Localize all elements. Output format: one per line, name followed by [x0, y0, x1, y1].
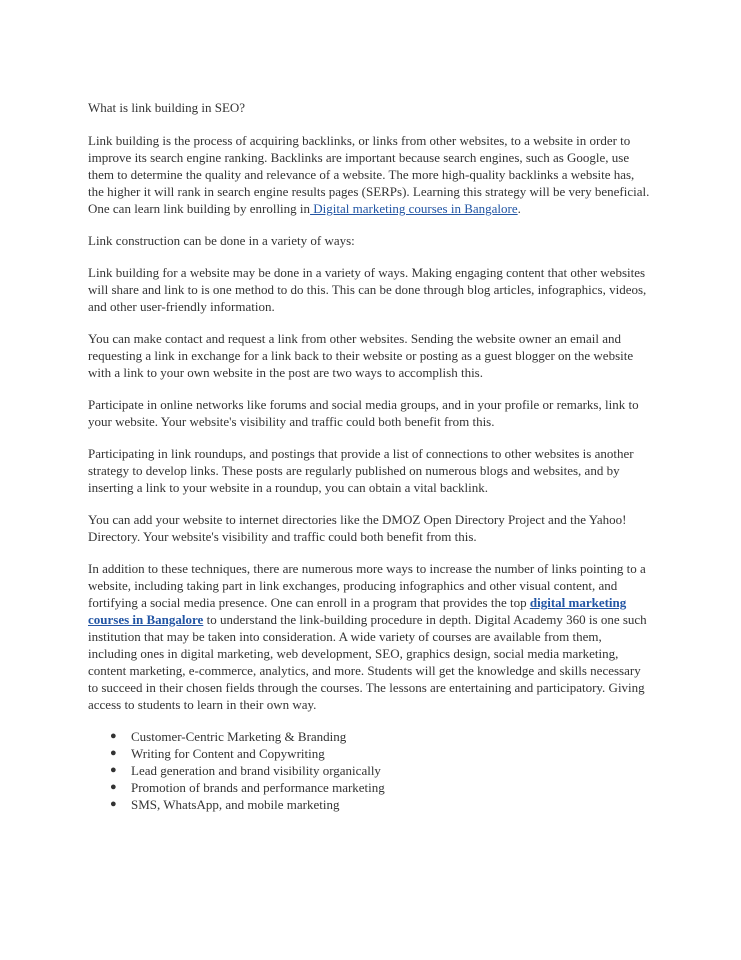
list-item-text: Promotion of brands and performance marketing	[131, 780, 385, 795]
course-list	[88, 728, 653, 813]
document-title: What is link building in SEO?	[88, 100, 246, 115]
top-digital-marketing-courses-link[interactable]: digital marketing courses in Bangalore	[88, 595, 627, 627]
paragraph-link-roundups: Participating in link roundups, and postings that provide a list of connections to other websites is another strategy to develop links. These posts are regularly published on numerous blogs and websites, and by inserting a link to your website in a roundup, you can obtain a vital backlink.	[88, 446, 634, 495]
list-item-text: Customer-Centric Marketing & Branding	[131, 729, 347, 744]
paragraph-content-creation: Link building for a website may be done in a variety of ways. Making engaging content that other websites will share and link to is one method to do this. This can be done through blog articles, infographics, videos, and other user-friendly information.	[88, 265, 647, 314]
final-paragraph	[88, 560, 653, 713]
final-text-before: In addition to these techniques, there are numerous more ways to increase the number of links pointing to a website, including taking part in link exchanges, producing infographics and other visual content, and fortifying a social media presence. One can enroll in a program that provides the top	[88, 561, 646, 610]
bullet-icon: ●	[110, 730, 117, 742]
intro-after: .	[517, 201, 521, 216]
list-item	[88, 762, 653, 779]
bullet-icon: ●	[110, 764, 117, 776]
bullet-icon: ●	[110, 798, 117, 810]
bullet-icon: ●	[110, 747, 117, 759]
list-item-text: SMS, WhatsApp, and mobile marketing	[131, 797, 340, 812]
final-text-after: to understand the link-building procedure in depth. Digital Academy 360 is one such institution that may be taken into consideration. A wide variety of courses are available from them, including ones in digital marketing, web development, SEO, graphics design, social media marketing, content marketing, e-commerce, analytics, and more. Students will get the knowledge and skills necessary to succeed in their chosen fields through the courses. The lessons are entertaining and participatory. Giving access to students to learn in their own way.	[88, 612, 647, 712]
list-item	[88, 796, 653, 813]
intro-text: Link building is the process of acquiring backlinks, or links from other websites, to a website in order to improve its search engine ranking. Backlinks are important because search engines, such as Google, use them to determine the quality and relevance of a website. The more high-quality backlinks a website has, the higher it will rank in search engine results pages (SERPs). Learning this strategy will be very beneficial. One can learn link building by enrolling in	[88, 133, 650, 216]
paragraph-online-networks: Participate in online networks like forums and social media groups, and in your profile or remarks, link to your website. Your website's visibility and traffic could both benefit from this.	[88, 397, 639, 429]
paragraph-directories: You can add your website to internet directories like the DMOZ Open Directory Project and the Yahoo! Directory. Your website's visibility and traffic could both benefit from this.	[88, 512, 627, 544]
list-item	[88, 745, 653, 762]
list-item	[88, 728, 653, 745]
list-item-text: Writing for Content and Copywriting	[131, 746, 325, 761]
digital-marketing-courses-link[interactable]: Digital marketing courses in Bangalore	[310, 201, 518, 216]
paragraph-outreach: You can make contact and request a link from other websites. Sending the website owner an email and requesting a link in exchange for a link back to their website or posting as a guest blogger on the website with a link to your own website in the post are two ways to accomplish this.	[88, 331, 634, 380]
ways-heading: Link construction can be done in a variety of ways:	[88, 233, 355, 248]
intro-paragraph	[88, 132, 653, 217]
list-item	[88, 779, 653, 796]
bullet-icon: ●	[110, 781, 117, 793]
list-item-text: Lead generation and brand visibility organically	[131, 763, 381, 778]
